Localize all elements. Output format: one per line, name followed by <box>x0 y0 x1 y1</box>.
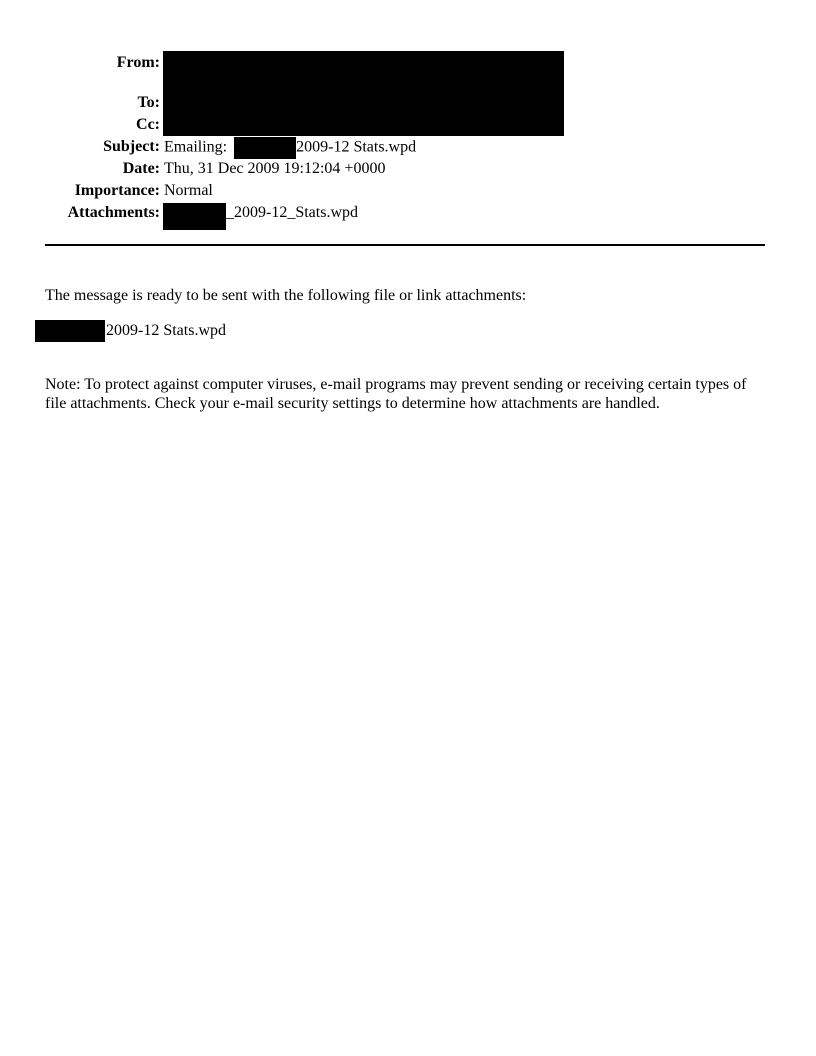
importance-label: Importance: <box>74 182 160 199</box>
email-header <box>0 0 816 240</box>
from-label: From: <box>116 54 160 71</box>
date-value: Thu, 31 Dec 2009 19:12:04 +0000 <box>164 160 386 177</box>
subject-suffix: 2009-12 Stats.wpd <box>296 138 417 156</box>
subject-value <box>164 137 416 159</box>
cc-label: Cc: <box>136 116 160 133</box>
note-text: Note: To protect against computer viruses, e-mail programs may prevent sending or receiving certain types of file attachments. Check your e-mail security settings to determine how attachments are handled. <box>45 376 747 412</box>
subject-label: Subject: <box>103 138 160 155</box>
attachments-value: _2009-12_Stats.wpd <box>226 204 358 221</box>
subject-redaction <box>234 137 296 159</box>
subject-prefix: Emailing: <box>164 138 232 156</box>
attachment-name-redaction <box>35 320 105 342</box>
attachments-label: Attachments: <box>67 204 160 221</box>
importance-value: Normal <box>164 182 213 199</box>
attachments-redaction <box>163 203 226 230</box>
attachment-filename: 2009-12 Stats.wpd <box>106 322 226 339</box>
redaction-block-recipients <box>163 51 564 136</box>
to-label: To: <box>137 94 160 111</box>
intro-text: The message is ready to be sent with the following file or link attachments: <box>45 287 527 304</box>
header-divider <box>45 244 765 246</box>
date-label: Date: <box>122 160 160 177</box>
